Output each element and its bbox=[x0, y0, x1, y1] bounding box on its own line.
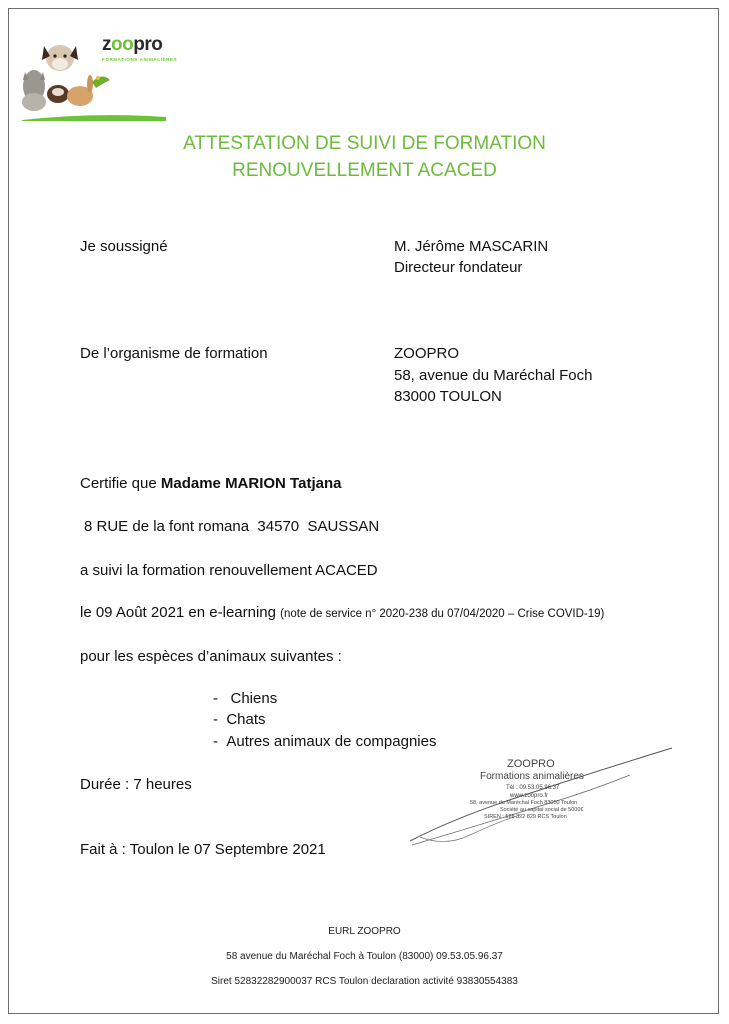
species-item: - Autres animaux de compagnies bbox=[213, 733, 437, 750]
organisme-city: 83000 TOULON bbox=[394, 388, 502, 405]
species-item: - Chiens bbox=[213, 690, 278, 707]
company-stamp: ZOOPRO Formations animalières Tél : 09.53.05.96.37 www.zoopro.fr 58, avenue du Maréchal Foch 83000 Toulon Société au capital social de 5000€ SIREN : 528 322 829 RCS Toulon bbox=[400, 745, 680, 855]
footer-address: 58 avenue du Maréchal Foch à Toulon (83000) 09.53.05.96.37 bbox=[226, 951, 503, 962]
logo-tagline: FORMATIONS ANIMALIÈRES bbox=[102, 57, 178, 62]
document-title-line2: RENOUVELLEMENT ACACED bbox=[232, 160, 497, 181]
zoopro-logo bbox=[20, 22, 178, 124]
trainee-address: 8 RUE de la font romana 34570 SAUSSAN bbox=[84, 518, 380, 535]
certify-line: Certifie que Madame MARION Tatjana bbox=[80, 475, 342, 492]
footer-company: EURL ZOOPRO bbox=[328, 926, 401, 937]
signer-label: Je soussigné bbox=[80, 238, 168, 255]
signer-role: Directeur fondateur bbox=[394, 259, 523, 276]
organisme-address: 58, avenue du Maréchal Foch bbox=[394, 367, 593, 384]
training-followed: a suivi la formation renouvellement ACACED bbox=[80, 562, 378, 579]
logo-green-bar bbox=[22, 114, 166, 121]
organisme-name: ZOOPRO bbox=[394, 345, 460, 362]
training-duration: Durée : 7 heures bbox=[80, 776, 192, 793]
zoopro-wordmark: zoopro bbox=[102, 34, 163, 55]
service-note: (note de service n° 2020-238 du 07/04/2020 – Crise COVID-19) bbox=[280, 608, 605, 620]
document-title-line1: ATTESTATION DE SUIVI DE FORMATION bbox=[183, 133, 546, 154]
trainee-name: Madame MARION Tatjana bbox=[160, 475, 342, 492]
page-frame bbox=[8, 8, 719, 1014]
animals-illustration bbox=[20, 36, 110, 114]
species-intro: pour les espèces d’animaux suivantes : bbox=[80, 648, 342, 665]
organisme-label: De l’organisme de formation bbox=[80, 345, 268, 362]
training-date: le 09 Août 2021 en e-learning (note de service n° 2020-238 du 07/04/2020 – Crise COVID-19) bbox=[80, 604, 605, 621]
footer-siret: Siret 52832282900037 RCS Toulon declaration activité 93830554383 bbox=[211, 976, 518, 987]
made-at: Fait à : Toulon le 07 Septembre 2021 bbox=[80, 841, 326, 858]
signer-name: M. Jérôme MASCARIN bbox=[394, 238, 549, 255]
species-item: - Chats bbox=[213, 711, 266, 728]
